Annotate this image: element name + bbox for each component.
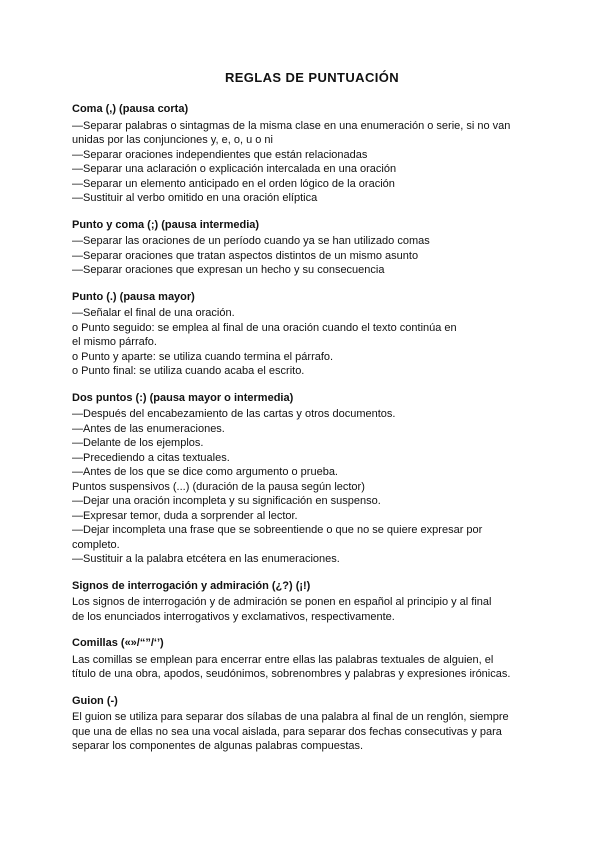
section-line: —Separar oraciones que expresan un hecho y su consecuencia <box>72 264 385 276</box>
section <box>72 218 560 278</box>
section-line: —Separar las oraciones de un período cuando ya se han utilizado comas <box>72 235 430 247</box>
section-line: —Dejar una oración incompleta y su significación en suspenso. <box>72 495 381 507</box>
section <box>72 579 560 625</box>
page-title: REGLAS DE PUNTUACIÓN <box>224 70 400 85</box>
section-line: —Delante de los ejemplos. <box>72 437 204 449</box>
section-line: —Separar oraciones que tratan aspectos distintos de un mismo asunto <box>72 249 419 262</box>
section-line: de los enunciados interrogativos y exclamativos, respectivamente. <box>72 610 395 623</box>
section-line: o Punto seguido: se emplea al final de una oración cuando el texto continúa en <box>72 321 457 334</box>
section-line: —Separar un elemento anticipado en el orden lógico de la oración <box>72 177 395 190</box>
section-line: —Separar oraciones independientes que están relacionadas <box>72 148 368 161</box>
section-line: Los signos de interrogación y de admiración se ponen en español al principio y al final <box>72 596 492 608</box>
section-line: el mismo párrafo. <box>72 336 157 348</box>
section <box>72 391 560 567</box>
section <box>72 694 560 754</box>
section-line: —Antes de los que se dice como argumento o prueba. <box>72 466 338 478</box>
section-line: —Sustituir a la palabra etcétera en las enumeraciones. <box>72 553 340 565</box>
section-line: —Sustituir al verbo omitido en una oración elíptica <box>72 192 318 204</box>
section-line: —Después del encabezamiento de las cartas y otros documentos. <box>72 408 396 420</box>
section-line: o Punto final: se utiliza cuando acaba el escrito. <box>72 365 305 377</box>
section-line: —Antes de las enumeraciones. <box>72 422 225 435</box>
section-line: —Separar palabras o sintagmas de la misma clase en una enumeración o serie, si no van <box>72 119 511 132</box>
section-line: o Punto y aparte: se utiliza cuando termina el párrafo. <box>72 350 334 363</box>
section-line: —Señalar el final de una oración. <box>72 307 235 319</box>
section-line: completo. <box>72 538 120 551</box>
section-heading: Comillas («»/“”/‘’) <box>72 637 164 649</box>
section-heading: Dos puntos (:) (pausa mayor o intermedia) <box>72 391 294 404</box>
section <box>72 636 560 682</box>
section-heading: Coma (,) (pausa corta) <box>72 103 189 115</box>
section-heading: Guion (-) <box>72 694 118 707</box>
section-heading: Signos de interrogación y admiración (¿?) (¡!) <box>72 579 311 592</box>
section-line: unidas por las conjunciones y, e, o, u o ni <box>72 134 273 146</box>
section <box>72 290 560 379</box>
section-line: —Expresar temor, duda a sorprender al lector. <box>72 509 298 522</box>
section-line: Puntos suspensivos (...) (duración de la pausa según lector) <box>72 480 365 493</box>
section-line: título de una obra, apodos, seudónimos, sobrenombres y palabras y expresiones irónicas. <box>72 668 511 680</box>
section-line: separar los componentes de algunas palabras compuestas. <box>72 740 364 752</box>
section-line: que una de ellas no sea una vocal aislada, para separar dos fechas consecutivas y para <box>72 725 502 738</box>
section-line: —Separar una aclaración o explicación intercalada en una oración <box>72 163 397 175</box>
section-line: —Precediendo a citas textuales. <box>72 451 230 464</box>
section <box>72 102 560 206</box>
section-heading: Punto y coma (;) (pausa intermedia) <box>72 218 260 231</box>
section-line: —Dejar incompleta una frase que se sobreentiende o que no se quiere expresar por <box>72 524 483 536</box>
section-line: Las comillas se emplean para encerrar entre ellas las palabras textuales de alguien, el <box>72 653 494 666</box>
sections-container <box>72 102 560 754</box>
section-heading: Punto (.) (pausa mayor) <box>72 290 195 303</box>
section-line: El guion se utiliza para separar dos sílabas de una palabra al final de un renglón, siempre <box>72 711 509 723</box>
